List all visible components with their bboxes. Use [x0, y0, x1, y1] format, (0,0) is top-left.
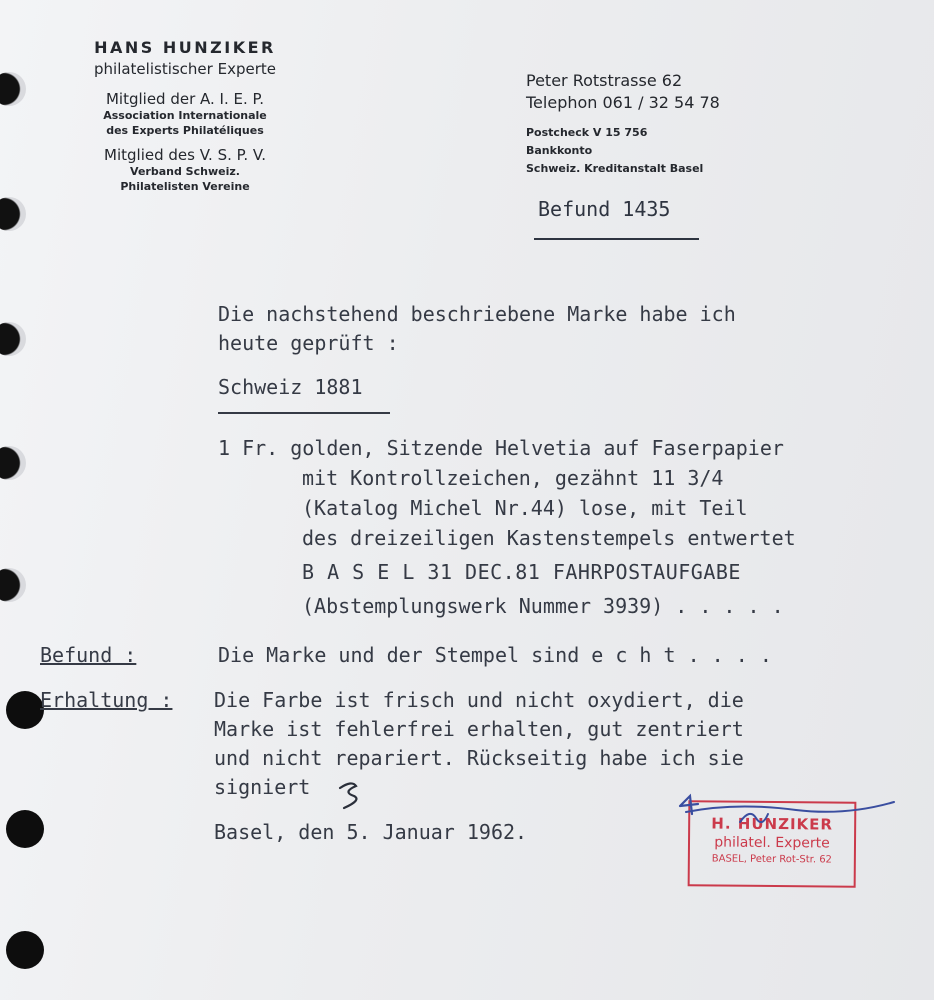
membership-aiep-sub: des Experts Philatéliques — [106, 124, 264, 137]
stamp-description: 1 Fr. golden, Sitzende Helvetia auf Faserpapier — [218, 436, 784, 460]
divider — [218, 412, 390, 414]
punch-hole — [6, 691, 44, 729]
condition-text: Die Farbe ist frisch und nicht oxydiert, die — [214, 688, 744, 712]
letterhead-left — [60, 38, 310, 194]
address: Peter Rotstrasse 62 — [526, 71, 683, 90]
condition-text: signiert — [214, 775, 311, 799]
signature-mark — [332, 778, 366, 812]
place-and-date: Basel, den 5. Januar 1962. — [214, 820, 528, 844]
stamp-description: (Katalog Michel Nr.44) lose, mit Teil — [302, 496, 748, 520]
phone: Telephon 061 / 32 54 78 — [526, 93, 720, 112]
membership-aiep: Mitglied der A. I. E. P. — [105, 90, 265, 108]
punch-hole — [6, 810, 44, 848]
stamp-description: mit Kontrollzeichen, gezähnt 11 3/4 — [302, 466, 724, 490]
bank-label: Bankkonto — [526, 144, 593, 157]
handwritten-signature — [676, 792, 900, 836]
stamp-line: BASEL, Peter Rot-Str. 62 — [711, 853, 833, 866]
intro-line: heute geprüft : — [218, 331, 399, 355]
membership-vspv-sub: Verband Schweiz. — [130, 165, 240, 178]
befund-result: Die Marke und der Stempel sind e c h t . . . . — [218, 643, 772, 667]
condition-text: und nicht repariert. Rückseitig habe ich sie — [214, 746, 744, 770]
punch-hole — [6, 931, 44, 969]
stamp-description: des dreizeiligen Kastenstempels entwertet — [302, 526, 796, 550]
befund-label: Befund : — [40, 643, 137, 667]
stamp-line: H. HUNZIKER — [711, 814, 834, 834]
expert-name: HANS HUNZIKER — [94, 38, 276, 57]
membership-aiep-sub: Association Internationale — [103, 109, 267, 122]
letterhead-right — [526, 70, 720, 178]
bank-name: Schweiz. Kreditanstalt Basel — [526, 162, 704, 175]
intro-line: Die nachstehend beschriebene Marke habe ich — [218, 302, 736, 326]
country-year: Schweiz 1881 — [218, 375, 363, 399]
membership-vspv: Mitglied des V. S. P. V. — [104, 146, 266, 164]
divider — [534, 238, 699, 240]
stamp-description: (Abstemplungswerk Nummer 3939) . . . . . — [302, 594, 784, 618]
expert-role: philatelistischer Experte — [94, 60, 276, 78]
cancellation-text: B A S E L 31 DEC.81 FAHRPOSTAUFGABE — [302, 560, 741, 584]
erhaltung-label: Erhaltung : — [40, 688, 173, 712]
postcheck: Postcheck V 15 756 — [526, 126, 648, 139]
certificate-number: Befund 1435 — [538, 197, 671, 221]
membership-vspv-sub: Philatelisten Vereine — [120, 180, 250, 193]
condition-text: Marke ist fehlerfrei erhalten, gut zentriert — [214, 717, 744, 741]
stamp-line: philatel. Experte — [714, 834, 830, 852]
